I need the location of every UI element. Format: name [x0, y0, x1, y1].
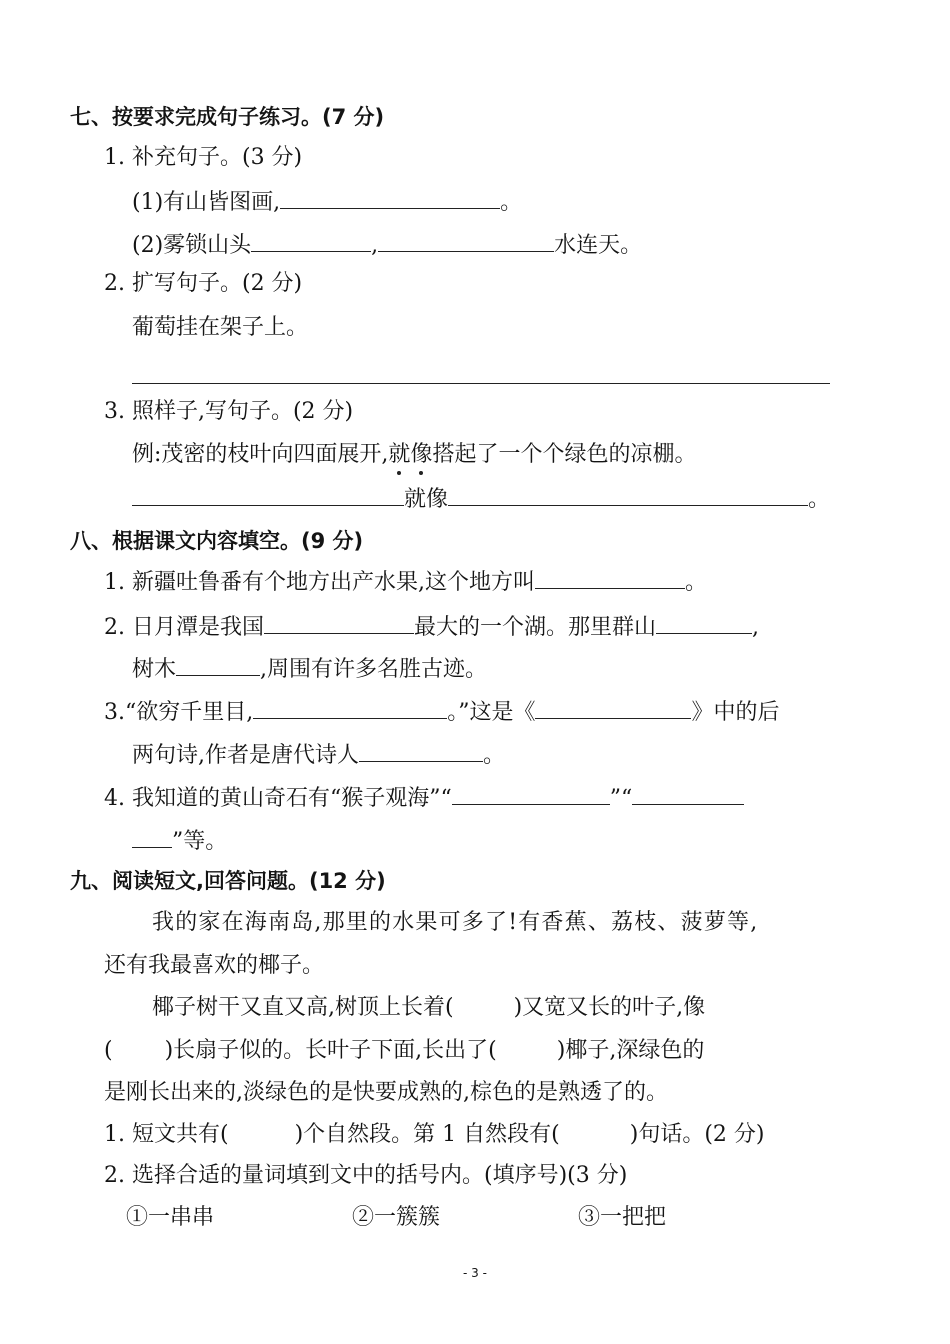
s9-option-3: ③一把把 — [578, 1205, 667, 1230]
s8-q4-blank-2[interactable] — [632, 782, 744, 805]
s7-q1b-pre: (2)雾锁山头 — [132, 233, 252, 258]
s8-q2-end: , — [752, 615, 759, 640]
s8-q3b-post: 。 — [483, 743, 506, 768]
s9-p2a-post: )又宽又长的叶子,像 — [513, 995, 706, 1020]
s7-q1a — [132, 186, 522, 218]
s8-q3b — [132, 739, 505, 771]
s7-q3-label: 3. 照样子,写句子。(2 分) — [104, 399, 354, 424]
s8-q3-blank-2[interactable] — [535, 696, 691, 719]
s7-q3-blank-1[interactable] — [132, 483, 404, 506]
s8-q2b — [132, 653, 487, 685]
s7-q1b-mid: , — [371, 233, 379, 258]
s8-q4-pre: 4. 我知道的黄山奇石有“猴子观海”“ — [104, 786, 452, 811]
s9-q2: 2. 选择合适的量词填到文中的括号内。(填序号)(3 分) — [104, 1163, 628, 1188]
s7-q1a-blank[interactable] — [280, 186, 500, 209]
s7-q3-ex-post: 搭起了一个个绿色的凉棚。 — [432, 442, 697, 467]
s9-option-2: ②一簇簇 — [352, 1205, 441, 1230]
s7-q3-ex-dotted-2: 像 — [410, 442, 433, 467]
s7-q3-end: 。 — [808, 487, 831, 512]
s9-p2a-pre: 椰子树干又直又高,树顶上长着( — [152, 995, 454, 1020]
s8-q2-blank-2[interactable] — [656, 611, 752, 634]
s7-q3-blank-2[interactable] — [448, 483, 808, 506]
s8-q3b-pre: 两句诗,作者是唐代诗人 — [132, 743, 359, 768]
s9-para2-line3: 是刚长出来的,淡绿色的是快要成熟的,棕色的是熟透了的。 — [104, 1080, 668, 1105]
s8-q4 — [104, 782, 744, 814]
s8-q1-pre: 1. 新疆吐鲁番有个地方出产水果,这个地方叫 — [104, 570, 535, 595]
s7-q2-answer-line[interactable] — [132, 383, 830, 384]
s8-q3-blank-1[interactable] — [253, 696, 447, 719]
s9-q1 — [104, 1120, 764, 1150]
s7-q3-mid: 就像 — [404, 487, 449, 512]
s8-q4-mid: ”“ — [609, 786, 633, 811]
section-8-title: 八、根据课文内容填空。(9 分) — [70, 529, 364, 553]
s8-q1-blank[interactable] — [535, 566, 685, 589]
s8-q2-mid: 最大的一个湖。那里群山 — [413, 615, 656, 640]
section-9-title: 九、阅读短文,回答问题。(12 分) — [70, 869, 386, 893]
s9-p2b-mid: )长扇子似的。长叶子下面,长出了( — [164, 1038, 497, 1063]
s9-para2-line2 — [104, 1036, 704, 1066]
s8-q3b-blank[interactable] — [359, 739, 483, 762]
s7-q1b-blank-2[interactable] — [378, 229, 554, 252]
s9-p2b-post: )椰子,深绿色的 — [556, 1038, 705, 1063]
section-7-title: 七、按要求完成句子练习。(7 分) — [70, 105, 385, 129]
s9-para1-line2: 还有我最喜欢的椰子。 — [104, 953, 325, 978]
s7-q3-ex-pre: 例:茂密的枝叶向四面展开, — [132, 442, 389, 467]
s7-q2-sentence: 葡萄挂在架子上。 — [132, 315, 309, 340]
s7-q1b-blank-1[interactable] — [251, 229, 371, 252]
s7-q3-ex-dotted-1: 就 — [388, 442, 411, 467]
s8-q3-post: 》中的后 — [691, 700, 780, 725]
s8-q1 — [104, 566, 707, 598]
s8-q2 — [104, 611, 759, 643]
s7-q3-answer — [132, 483, 830, 515]
s8-q1-post: 。 — [684, 570, 707, 595]
s8-q3 — [104, 696, 780, 728]
s9-q1-post: )句话。(2 分) — [629, 1122, 765, 1147]
s7-q3-example — [132, 440, 696, 470]
s9-q1-mid: )个自然段。第 1 自然段有( — [294, 1122, 560, 1147]
s8-q3-pre: 3.“欲穷千里目, — [104, 700, 254, 725]
s8-q2b-pre: 树木 — [132, 657, 177, 682]
s7-q1b — [132, 229, 642, 261]
s8-q3-mid: 。”这是《 — [447, 700, 536, 725]
s9-para1-line1: 我的家在海南岛,那里的水果可多了!有香蕉、荔枝、菠萝等, — [152, 910, 759, 935]
s8-q4b-blank[interactable] — [132, 825, 172, 848]
s7-q1a-post: 。 — [500, 190, 523, 215]
s9-q1-pre: 1. 短文共有( — [104, 1122, 229, 1147]
s8-q4-blank-1[interactable] — [452, 782, 610, 805]
s8-q2b-post: ,周围有许多名胜古迹。 — [260, 657, 488, 682]
s7-q1b-post: 水连天。 — [554, 233, 643, 258]
s9-option-1: ①一串串 — [126, 1205, 215, 1230]
s8-q4b — [132, 825, 227, 857]
s7-q1-label: 1. 补充句子。(3 分) — [104, 145, 303, 170]
s9-p2b-pre: ( — [104, 1038, 113, 1063]
s9-para2-line1 — [152, 993, 705, 1023]
page-number: - 3 - — [463, 1266, 487, 1280]
s8-q2b-blank[interactable] — [176, 653, 260, 676]
s7-q1a-pre: (1)有山皆图画, — [132, 190, 281, 215]
s8-q2-pre: 2. 日月潭是我国 — [104, 615, 264, 640]
s8-q4b-post: ”等。 — [172, 829, 228, 854]
s8-q2-blank-1[interactable] — [264, 611, 414, 634]
s7-q2-label: 2. 扩写句子。(2 分) — [104, 271, 303, 296]
